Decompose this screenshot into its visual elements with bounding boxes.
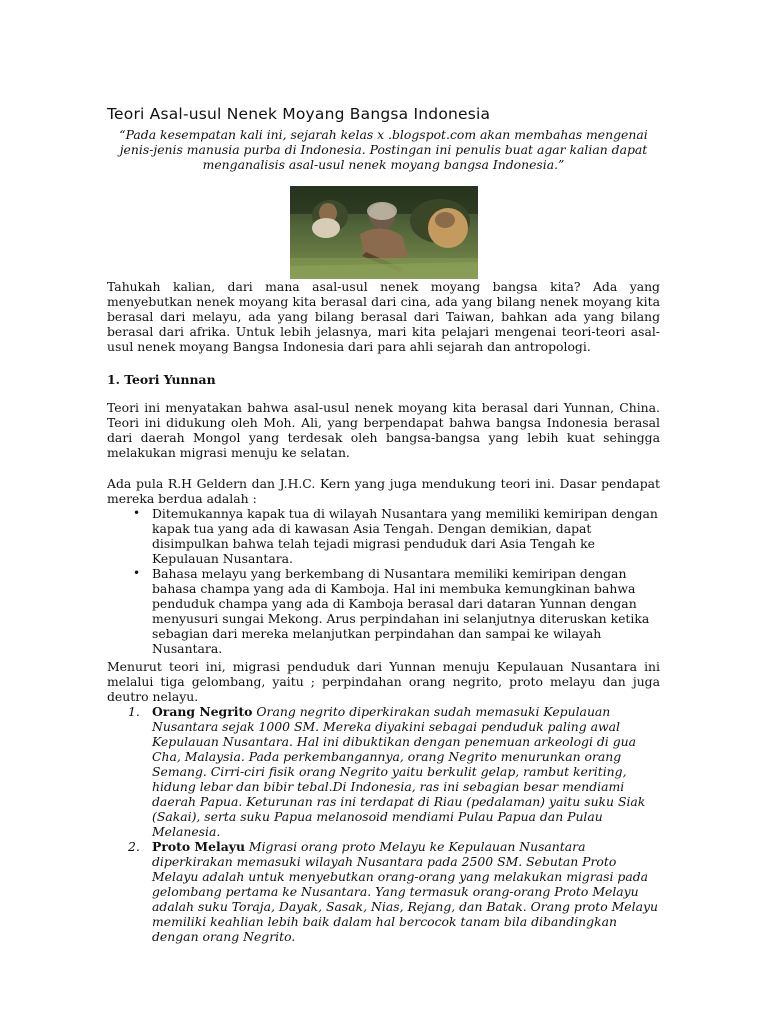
wave-description: Migrasi orang proto Melayu ke Kepulauan Nusantara diperkirakan memasuki wilayah Nusantara pada 2500 SM. Sebutan Proto Melayu adalah untuk menyebutkan orang-orang yang melakukan migrasi pada gelombang pertama ke Nusantara. Yang termasuk orang-orang Proto Melayu adalah suku Toraja, Dayak, Sasak, Nias, Rejang, dan Batak. Orang proto Melayu memiliki keahlian lebih baik dalam hal bercocok tanam bila dibandingkan dengan orang Negrito.	[152, 839, 658, 944]
list-item	[107, 839, 660, 944]
intro-paragraph: Tahukah kalian, dari mana asal-usul nenek moyang bangsa kita? Ada yang menyebutkan nenek moyang kita berasal dari cina, ada yang bilang nenek moyang kita berasal dari melayu, ada yang bilang berasal dari Taiwan, bahkan ada yang bilang berasal dari afrika. Untuk lebih jelasnya, mari kita pelajari mengenai teori-teori asal-usul nenek moyang Bangsa Indonesia dari para ahli sejarah dan antropologi.	[107, 279, 660, 354]
evidence-bullet-list	[107, 506, 660, 656]
bullet-text: Bahasa melayu yang berkembang di Nusantara memiliki kemiripan dengan bahasa champa yang ada di Kamboja. Hal ini membuka kemungkinan bahwa penduduk champa yang ada di Kamboja berasal dari dataran Yunnan dengan menyusuri sungai Mekong. Arus perpindahan ini selanjutnya diteruskan ketika sebagian dari mereka melanjutkan perpindahan dan sampai ke wilayah Nusantara.	[152, 566, 650, 656]
list-number: 1.	[128, 704, 140, 719]
list-item	[107, 566, 660, 656]
wave-term: Orang Negrito	[152, 704, 253, 719]
bullet-icon: •	[133, 566, 141, 580]
migration-waves-list	[107, 704, 660, 944]
wave-description: Orang negrito diperkirakan sudah memasuki Kepulauan Nusantara sejak 1000 SM. Mereka diyakini sebagai penduduk paling awal Kepulauan Nusantara. Hal ini dibuktikan dengan penemuan arkeologi di gua Cha, Malaysia. Pada perkembangannya, orang Negrito menurunkan orang Semang. Cirri-ciri fisik orang Negrito yaitu berkulit gelap, rambut keriting, hidung lebar dan bibir tebal.Di Indonesia, ras ini sebagian besar mendiami daerah Papua. Keturunan ras ini terdapat di Riau (pedalaman) yaitu suku Siak (Sakai), serta suku Papua melanosoid mendiami Pulau Papua dan Pulau Melanesia.	[152, 704, 646, 839]
bullet-text: Ditemukannya kapak tua di wilayah Nusantara yang memiliki kemiripan dengan kapak tua yang ada di kawasan Asia Tengah. Dengan demikian, dapat disimpulkan bahwa telah tejadi migrasi penduduk dari Asia Tengah ke Kepulauan Nusantara.	[152, 506, 658, 566]
wave-term: Proto Melayu	[152, 839, 245, 854]
section-1-paragraph-3: Menurut teori ini, migrasi penduduk dari Yunnan menuju Kepulauan Nusantara ini melalui tiga gelombang, yaitu ; perpindahan orang negrito, proto melayu dan juga deutro nelayu.	[107, 659, 660, 704]
section-1-paragraph-1: Teori ini menyatakan bahwa asal-usul nenek moyang kita berasal dari Yunnan, China. Teori ini didukung oleh Moh. Ali, yang berpendapat bahwa bangsa Indonesia berasal dari daerah Mongol yang terdesak oleh bangsa-bangsa yang lebih kuat sehingga melakukan migrasi menuju ke selatan.	[107, 400, 660, 460]
section-heading-teori-yunnan: 1. Teori Yunnan	[107, 372, 216, 387]
list-number: 2.	[128, 839, 140, 854]
section-1-paragraph-2: Ada pula R.H Geldern dan J.H.C. Kern yang juga mendukung teori ini. Dasar pendapat mereka berdua adalah :	[107, 476, 660, 506]
document-title: Teori Asal-usul Nenek Moyang Bangsa Indonesia	[107, 105, 491, 123]
bullet-icon: •	[133, 506, 141, 520]
list-item	[107, 704, 660, 839]
early-humans-photo	[290, 186, 478, 279]
intro-quote: “Pada kesempatan kali ini, sejarah kelas x .blogspot.com akan membahas mengenai jenis-jenis manusia purba di Indonesia. Postingan ini penulis buat agar kalian dapat menganalisis asal-usul nenek moyang bangsa Indonesia.”	[119, 127, 648, 172]
list-item	[107, 506, 660, 566]
